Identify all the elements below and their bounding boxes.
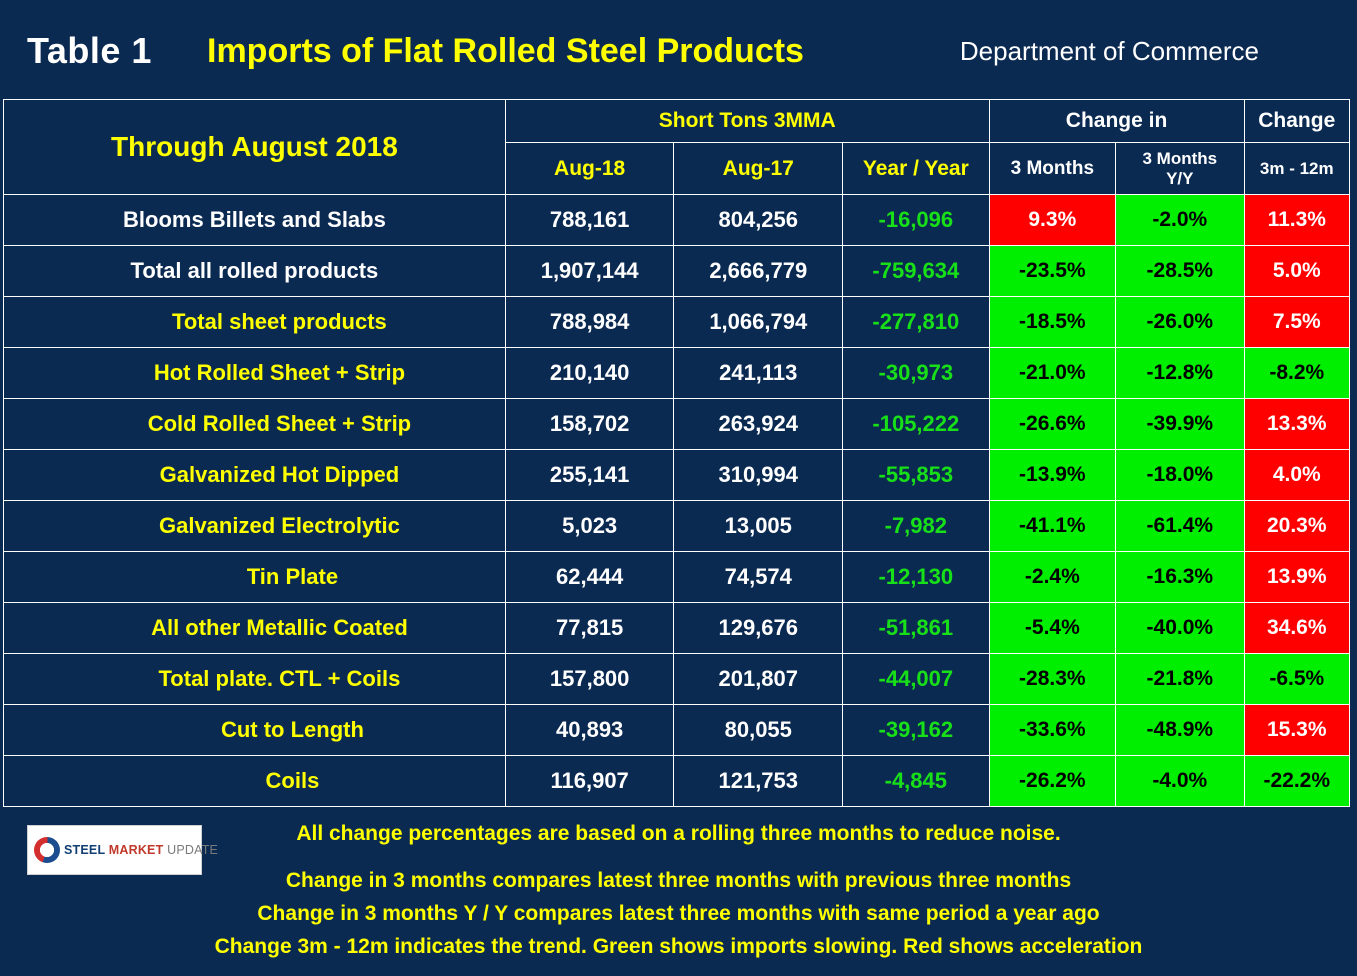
footnote-1: All change percentages are based on a rolling three months to reduce noise. (296, 822, 1061, 845)
cell-aug18: 62,444 (505, 552, 674, 603)
cell-year-year: -105,222 (843, 399, 990, 450)
cell-change-3-months: -5.4% (989, 603, 1115, 654)
cell-aug17: 804,256 (674, 195, 843, 246)
cell-year-year: -16,096 (843, 195, 990, 246)
table-row (4, 603, 1350, 654)
cell-change-3-months-yy: -12.8% (1116, 348, 1244, 399)
cell-change-3m-12m: 15.3% (1244, 705, 1349, 756)
table-row (4, 654, 1350, 705)
header-3-months-yy-line2: Y/Y (1166, 168, 1194, 188)
cell-year-year: -30,973 (843, 348, 990, 399)
cell-aug17: 2,666,779 (674, 246, 843, 297)
cell-aug17: 74,574 (674, 552, 843, 603)
table-number: Table 1 (27, 30, 152, 71)
table-row (4, 348, 1350, 399)
logo-swoosh-icon (34, 837, 60, 863)
table-row (4, 195, 1350, 246)
cell-change-3-months: -18.5% (989, 297, 1115, 348)
page-title: Imports of Flat Rolled Steel Products (207, 31, 804, 70)
cell-aug18: 788,984 (505, 297, 674, 348)
table-row (4, 552, 1350, 603)
table-row (4, 756, 1350, 807)
steel-market-update-logo (27, 825, 219, 875)
logo-word-update: UPDATE (167, 843, 219, 857)
row-label: Galvanized Hot Dipped (4, 450, 506, 501)
cell-change-3m-12m: 11.3% (1244, 195, 1349, 246)
header-bar (3, 3, 1354, 99)
row-label: Blooms Billets and Slabs (4, 195, 506, 246)
header-3-months-yy (1116, 143, 1244, 195)
table-row (4, 501, 1350, 552)
logo-text (64, 843, 218, 857)
table-row (4, 246, 1350, 297)
header-3-months: 3 Months (989, 143, 1115, 195)
cell-change-3-months: -21.0% (989, 348, 1115, 399)
table-row (4, 399, 1350, 450)
cell-aug18: 157,800 (505, 654, 674, 705)
table-header-group-row (4, 100, 1350, 143)
cell-change-3-months-yy: -4.0% (1116, 756, 1244, 807)
cell-aug17: 80,055 (674, 705, 843, 756)
footer-notes (3, 807, 1354, 963)
header-change-in: Change in (989, 100, 1244, 143)
cell-change-3-months: -2.4% (989, 552, 1115, 603)
header-aug17: Aug-17 (674, 143, 843, 195)
cell-aug18: 40,893 (505, 705, 674, 756)
cell-year-year: -4,845 (843, 756, 990, 807)
cell-year-year: -12,130 (843, 552, 990, 603)
data-source-label: Department of Commerce (959, 35, 1259, 66)
period-label: Through August 2018 (4, 100, 506, 195)
cell-change-3m-12m: 13.3% (1244, 399, 1349, 450)
cell-change-3m-12m: 34.6% (1244, 603, 1349, 654)
cell-change-3-months: -26.6% (989, 399, 1115, 450)
row-label: Total sheet products (4, 297, 506, 348)
cell-aug18: 77,815 (505, 603, 674, 654)
cell-change-3-months-yy: -16.3% (1116, 552, 1244, 603)
cell-change-3-months-yy: -21.8% (1116, 654, 1244, 705)
header-year-year: Year / Year (843, 143, 990, 195)
header-change: Change (1244, 100, 1349, 143)
cell-change-3-months-yy: -40.0% (1116, 603, 1244, 654)
logo-word-steel: STEEL (64, 843, 106, 857)
cell-year-year: -39,162 (843, 705, 990, 756)
cell-change-3m-12m: 5.0% (1244, 246, 1349, 297)
cell-change-3m-12m: 20.3% (1244, 501, 1349, 552)
cell-change-3-months-yy: -26.0% (1116, 297, 1244, 348)
table-row (4, 705, 1350, 756)
header-3-months-yy-line1: 3 Months (1142, 148, 1218, 168)
table-body (4, 195, 1350, 807)
cell-year-year: -44,007 (843, 654, 990, 705)
cell-year-year: -51,861 (843, 603, 990, 654)
row-label: Coils (4, 756, 506, 807)
header-3m-12m: 3m - 12m (1244, 143, 1349, 195)
cell-aug17: 201,807 (674, 654, 843, 705)
cell-year-year: -759,634 (843, 246, 990, 297)
cell-aug17: 241,113 (674, 348, 843, 399)
cell-change-3-months-yy: -18.0% (1116, 450, 1244, 501)
row-label: Cold Rolled Sheet + Strip (4, 399, 506, 450)
cell-change-3-months-yy: -39.9% (1116, 399, 1244, 450)
cell-change-3-months: -26.2% (989, 756, 1115, 807)
cell-change-3m-12m: 7.5% (1244, 297, 1349, 348)
cell-year-year: -7,982 (843, 501, 990, 552)
cell-aug17: 129,676 (674, 603, 843, 654)
footnote-3: Change in 3 months Y / Y compares latest three months with same period a year ago (257, 902, 1100, 925)
cell-aug17: 263,924 (674, 399, 843, 450)
row-label: Hot Rolled Sheet + Strip (4, 348, 506, 399)
cell-aug18: 158,702 (505, 399, 674, 450)
cell-change-3-months-yy: -28.5% (1116, 246, 1244, 297)
cell-year-year: -277,810 (843, 297, 990, 348)
header-short-tons: Short Tons 3MMA (505, 100, 989, 143)
cell-aug17: 1,066,794 (674, 297, 843, 348)
table-row (4, 450, 1350, 501)
footnote-4: Change 3m - 12m indicates the trend. Green shows imports slowing. Red shows acceleration (214, 935, 1143, 958)
row-label: Total plate. CTL + Coils (4, 654, 506, 705)
cell-year-year: -55,853 (843, 450, 990, 501)
row-label: All other Metallic Coated (4, 603, 506, 654)
cell-change-3-months: -41.1% (989, 501, 1115, 552)
cell-aug18: 210,140 (505, 348, 674, 399)
cell-change-3m-12m: -8.2% (1244, 348, 1349, 399)
cell-change-3m-12m: -6.5% (1244, 654, 1349, 705)
cell-aug18: 116,907 (505, 756, 674, 807)
cell-aug17: 121,753 (674, 756, 843, 807)
cell-change-3m-12m: 4.0% (1244, 450, 1349, 501)
row-label: Cut to Length (4, 705, 506, 756)
cell-aug18: 788,161 (505, 195, 674, 246)
cell-change-3-months: -13.9% (989, 450, 1115, 501)
header-aug18: Aug-18 (505, 143, 674, 195)
imports-table (3, 99, 1350, 807)
cell-aug17: 310,994 (674, 450, 843, 501)
row-label: Galvanized Electrolytic (4, 501, 506, 552)
footnote-2: Change in 3 months compares latest three months with previous three months (285, 869, 1072, 892)
row-label: Tin Plate (4, 552, 506, 603)
cell-change-3-months: -23.5% (989, 246, 1115, 297)
cell-aug17: 13,005 (674, 501, 843, 552)
cell-change-3-months-yy: -61.4% (1116, 501, 1244, 552)
cell-aug18: 1,907,144 (505, 246, 674, 297)
table-row (4, 297, 1350, 348)
cell-change-3-months-yy: -2.0% (1116, 195, 1244, 246)
cell-change-3-months-yy: -48.9% (1116, 705, 1244, 756)
cell-aug18: 5,023 (505, 501, 674, 552)
logo-word-market: MARKET (108, 843, 164, 857)
cell-change-3m-12m: -22.2% (1244, 756, 1349, 807)
cell-change-3-months: 9.3% (989, 195, 1115, 246)
cell-change-3-months: -28.3% (989, 654, 1115, 705)
cell-change-3-months: -33.6% (989, 705, 1115, 756)
row-label: Total all rolled products (4, 246, 506, 297)
cell-change-3m-12m: 13.9% (1244, 552, 1349, 603)
cell-aug18: 255,141 (505, 450, 674, 501)
